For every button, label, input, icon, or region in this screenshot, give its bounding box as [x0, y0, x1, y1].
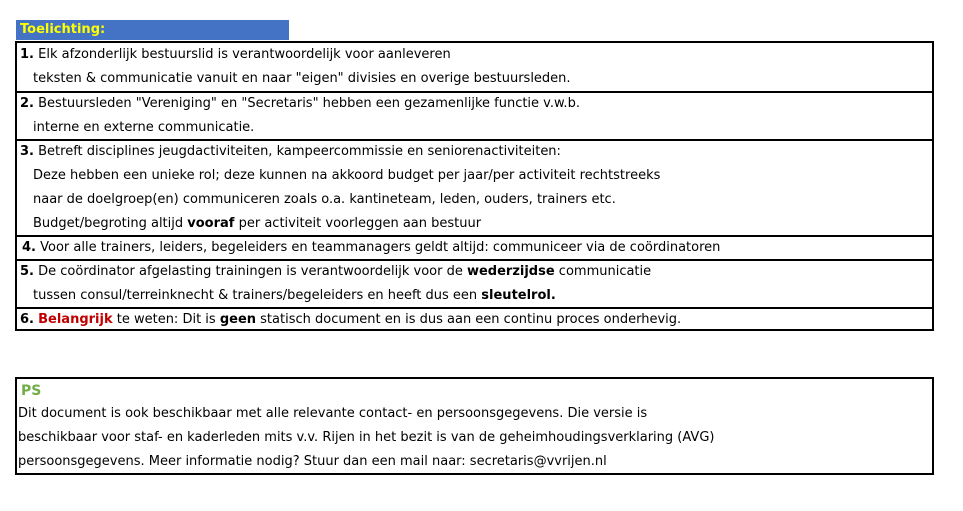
note-number: 6.: [20, 312, 34, 327]
note-text: Voor alle trainers, leiders, begeleiders en teammanagers geldt altijd: communiceer via de coördinatoren: [40, 240, 721, 255]
ps-line-3: persoonsgegevens. Meer informatie nodig? Stuur dan een mail naar: secretaris@vvrijen.nl: [18, 454, 607, 469]
ps-title: PS: [21, 383, 42, 399]
ps-line-2: beschikbaar voor staf- en kaderleden mits v.v. Rijen in het bezit is van de geheimhoudingsverklaring (AVG): [18, 430, 715, 445]
note-number: 5.: [20, 264, 34, 279]
emphasis-text: geen: [219, 312, 257, 327]
note-5: [17, 259, 932, 307]
note-text: Betreft disciplines jeugdactiviteiten, kampeercommissie en seniorenactiviteiten:: [38, 144, 561, 159]
note-1-line-2: teksten & communicatie vanuit en naar "eigen" divisies en overige bestuursleden.: [33, 71, 571, 86]
emphasis-text: vooraf: [187, 216, 235, 231]
note-3-line-4: [33, 212, 481, 236]
important-label: Belangrijk: [38, 312, 113, 327]
note-2-line-2: interne en externe communicatie.: [33, 120, 255, 135]
note-text: te weten: Dit is: [112, 312, 220, 327]
note-3-line-1: [20, 140, 561, 164]
ps-line-1: Dit document is ook beschikbaar met alle relevante contact- en persoonsgegevens. Die versie is: [18, 406, 648, 421]
note-text: statisch document en is dus aan een continu proces onderhevig.: [256, 312, 682, 327]
note-number: 2.: [20, 96, 34, 111]
note-number: 1.: [20, 47, 34, 62]
note-1-line-1: [20, 43, 451, 67]
note-text: De coördinator afgelasting trainingen is verantwoordelijk voor de: [38, 264, 467, 279]
note-text: communicatie: [554, 264, 652, 279]
note-4-line-1: [22, 236, 720, 260]
emphasis-text: wederzijdse: [466, 264, 555, 279]
note-5-line-1: [20, 260, 651, 284]
note-6: [17, 307, 932, 331]
emphasis-text: sleutelrol.: [481, 288, 556, 303]
note-text: Budget/begroting altijd: [33, 216, 188, 231]
note-number: 4.: [22, 240, 36, 255]
note-number: 3.: [20, 144, 34, 159]
note-text: per activiteit voorleggen aan bestuur: [234, 216, 482, 231]
note-3-line-3: naar de doelgroep(en) communiceren zoals o.a. kantineteam, leden, ouders, trainers etc.: [33, 192, 616, 207]
note-1: [17, 43, 932, 91]
note-text: Elk afzonderlijk bestuurslid is verantwoordelijk voor aanleveren: [38, 47, 451, 62]
note-3-line-2: Deze hebben een unieke rol; deze kunnen na akkoord budget per jaar/per activiteit rechtstreeks: [33, 168, 661, 183]
note-5-line-2: [33, 284, 556, 308]
note-2: [17, 91, 932, 139]
notes-box: [15, 41, 934, 331]
ps-box: [15, 377, 934, 475]
note-text: Bestuursleden "Vereniging" en "Secretaris" hebben een gezamenlijke functie v.w.b.: [38, 96, 580, 111]
section-title: Toelichting:: [16, 20, 289, 40]
note-6-line-1: [20, 308, 681, 332]
note-3: [17, 139, 932, 235]
note-4: [17, 235, 932, 259]
note-2-line-1: [20, 92, 580, 116]
note-text: tussen consul/terreinknecht & trainers/begeleiders en heeft dus een: [33, 288, 482, 303]
